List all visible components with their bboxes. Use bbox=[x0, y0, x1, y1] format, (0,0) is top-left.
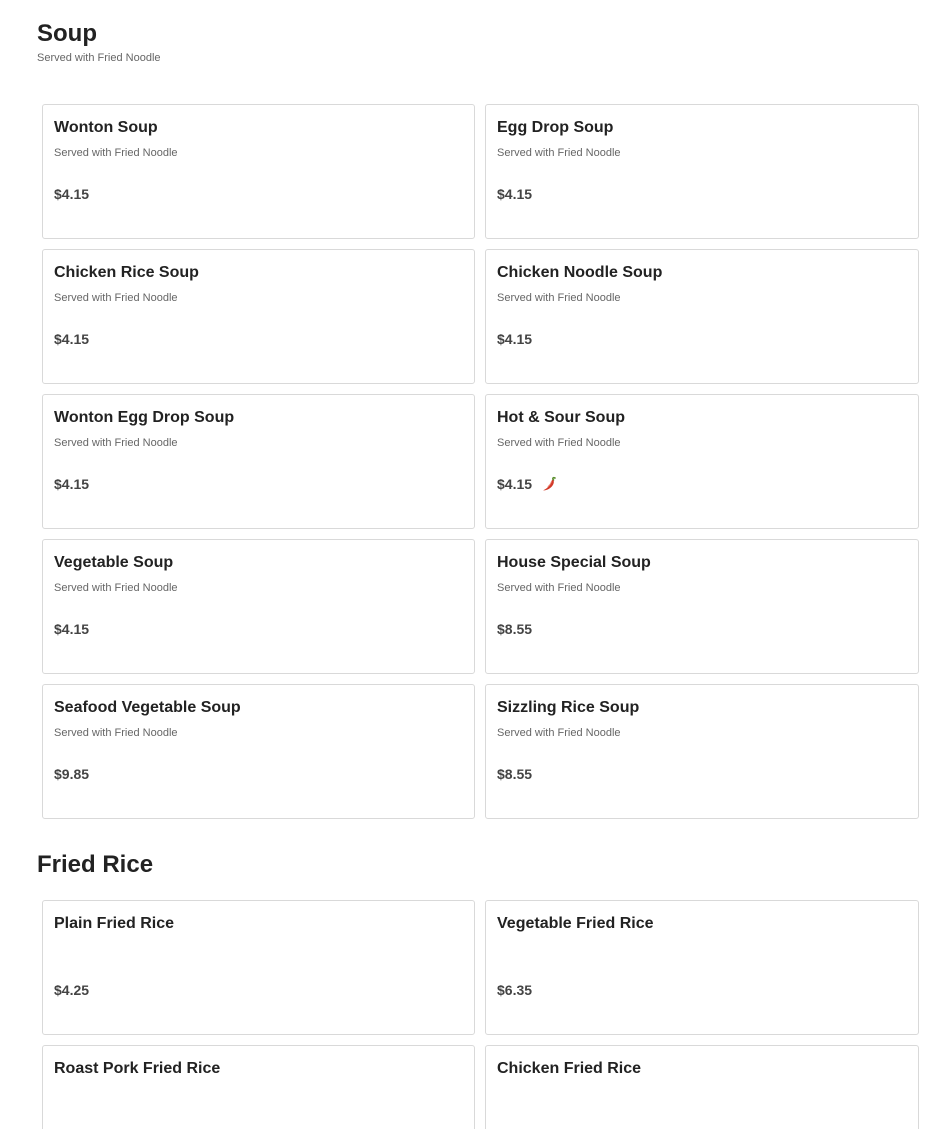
menu-item-price-row bbox=[54, 765, 89, 783]
menu-item-name: Chicken Noodle Soup bbox=[497, 264, 663, 281]
menu-item-name: Egg Drop Soup bbox=[497, 119, 614, 136]
menu-item-price: $4.15 bbox=[497, 331, 533, 347]
menu-item-price-row bbox=[54, 981, 89, 999]
menu-item-price-row bbox=[497, 475, 558, 493]
menu-item-card[interactable] bbox=[485, 684, 919, 819]
menu-item-price: $4.15 bbox=[54, 331, 90, 347]
menu-item-price: $4.15 bbox=[54, 476, 90, 492]
menu-item-card[interactable] bbox=[42, 684, 475, 819]
menu-item-price-row bbox=[497, 765, 532, 783]
menu-item-card[interactable] bbox=[42, 104, 475, 239]
menu-item-description: Served with Fried Noodle bbox=[497, 582, 621, 594]
menu-item-price-row bbox=[497, 185, 532, 203]
section-title-fried-rice: Fried Rice bbox=[37, 851, 154, 878]
menu-grid-fried-rice bbox=[42, 900, 919, 1129]
menu-item-price: $8.55 bbox=[497, 621, 533, 637]
menu-item-price-row bbox=[54, 620, 89, 638]
menu-item-name: Vegetable Fried Rice bbox=[497, 915, 654, 932]
menu-item-name: Chicken Fried Rice bbox=[497, 1060, 642, 1077]
menu-item-card[interactable] bbox=[42, 394, 475, 529]
menu-item-price: $4.25 bbox=[54, 982, 90, 998]
menu-item-card[interactable] bbox=[42, 1045, 475, 1129]
menu-item-name: Plain Fried Rice bbox=[54, 915, 175, 932]
menu-item-card[interactable] bbox=[42, 539, 475, 674]
menu-item-description: Served with Fried Noodle bbox=[54, 727, 178, 739]
menu-item-description: Served with Fried Noodle bbox=[497, 147, 621, 159]
menu-item-price: $8.55 bbox=[497, 766, 533, 782]
menu-item-card[interactable] bbox=[485, 104, 919, 239]
menu-item-name: Vegetable Soup bbox=[54, 554, 174, 571]
menu-item-name: House Special Soup bbox=[497, 554, 651, 571]
menu-item-card[interactable] bbox=[42, 249, 475, 384]
menu-item-price: $6.35 bbox=[497, 982, 533, 998]
menu-item-description: Served with Fried Noodle bbox=[497, 727, 621, 739]
menu-item-card[interactable] bbox=[485, 249, 919, 384]
menu-item-name: Chicken Rice Soup bbox=[54, 264, 199, 281]
menu-item-name: Hot & Sour Soup bbox=[497, 409, 625, 426]
menu-item-price-row bbox=[497, 981, 532, 999]
menu-item-description: Served with Fried Noodle bbox=[54, 437, 178, 449]
menu-item-price-row bbox=[54, 185, 89, 203]
menu-item-card[interactable] bbox=[42, 900, 475, 1035]
menu-item-description: Served with Fried Noodle bbox=[54, 147, 178, 159]
menu-item-price: $4.15 bbox=[54, 186, 90, 202]
menu-item-price: $9.85 bbox=[54, 766, 90, 782]
menu-grid-soup bbox=[42, 104, 919, 819]
menu-item-price: $4.15 bbox=[54, 621, 90, 637]
menu-item-card[interactable] bbox=[485, 900, 919, 1035]
menu-item-name: Wonton Egg Drop Soup bbox=[54, 409, 235, 426]
menu-item-description: Served with Fried Noodle bbox=[54, 582, 178, 594]
menu-item-card[interactable] bbox=[485, 1045, 919, 1129]
section-subtitle-soup: Served with Fried Noodle bbox=[37, 52, 161, 64]
menu-item-card[interactable] bbox=[485, 539, 919, 674]
menu-item-name: Roast Pork Fried Rice bbox=[54, 1060, 221, 1077]
menu-item-price-row bbox=[54, 475, 89, 493]
menu-item-name: Seafood Vegetable Soup bbox=[54, 699, 241, 716]
menu-item-name: Sizzling Rice Soup bbox=[497, 699, 640, 716]
menu-item-price-row bbox=[497, 620, 532, 638]
menu-item-price-row bbox=[497, 330, 532, 348]
menu-item-price-row bbox=[54, 330, 89, 348]
menu-item-description: Served with Fried Noodle bbox=[497, 292, 621, 304]
menu-item-price: $4.15 bbox=[497, 186, 533, 202]
menu-item-description: Served with Fried Noodle bbox=[54, 292, 178, 304]
menu-item-price: $4.15 bbox=[497, 476, 533, 492]
menu-item-name: Wonton Soup bbox=[54, 119, 158, 136]
menu-item-card[interactable] bbox=[485, 394, 919, 529]
section-title-soup: Soup bbox=[37, 20, 97, 47]
chili-pepper-icon bbox=[540, 475, 558, 493]
menu-item-description: Served with Fried Noodle bbox=[497, 437, 621, 449]
